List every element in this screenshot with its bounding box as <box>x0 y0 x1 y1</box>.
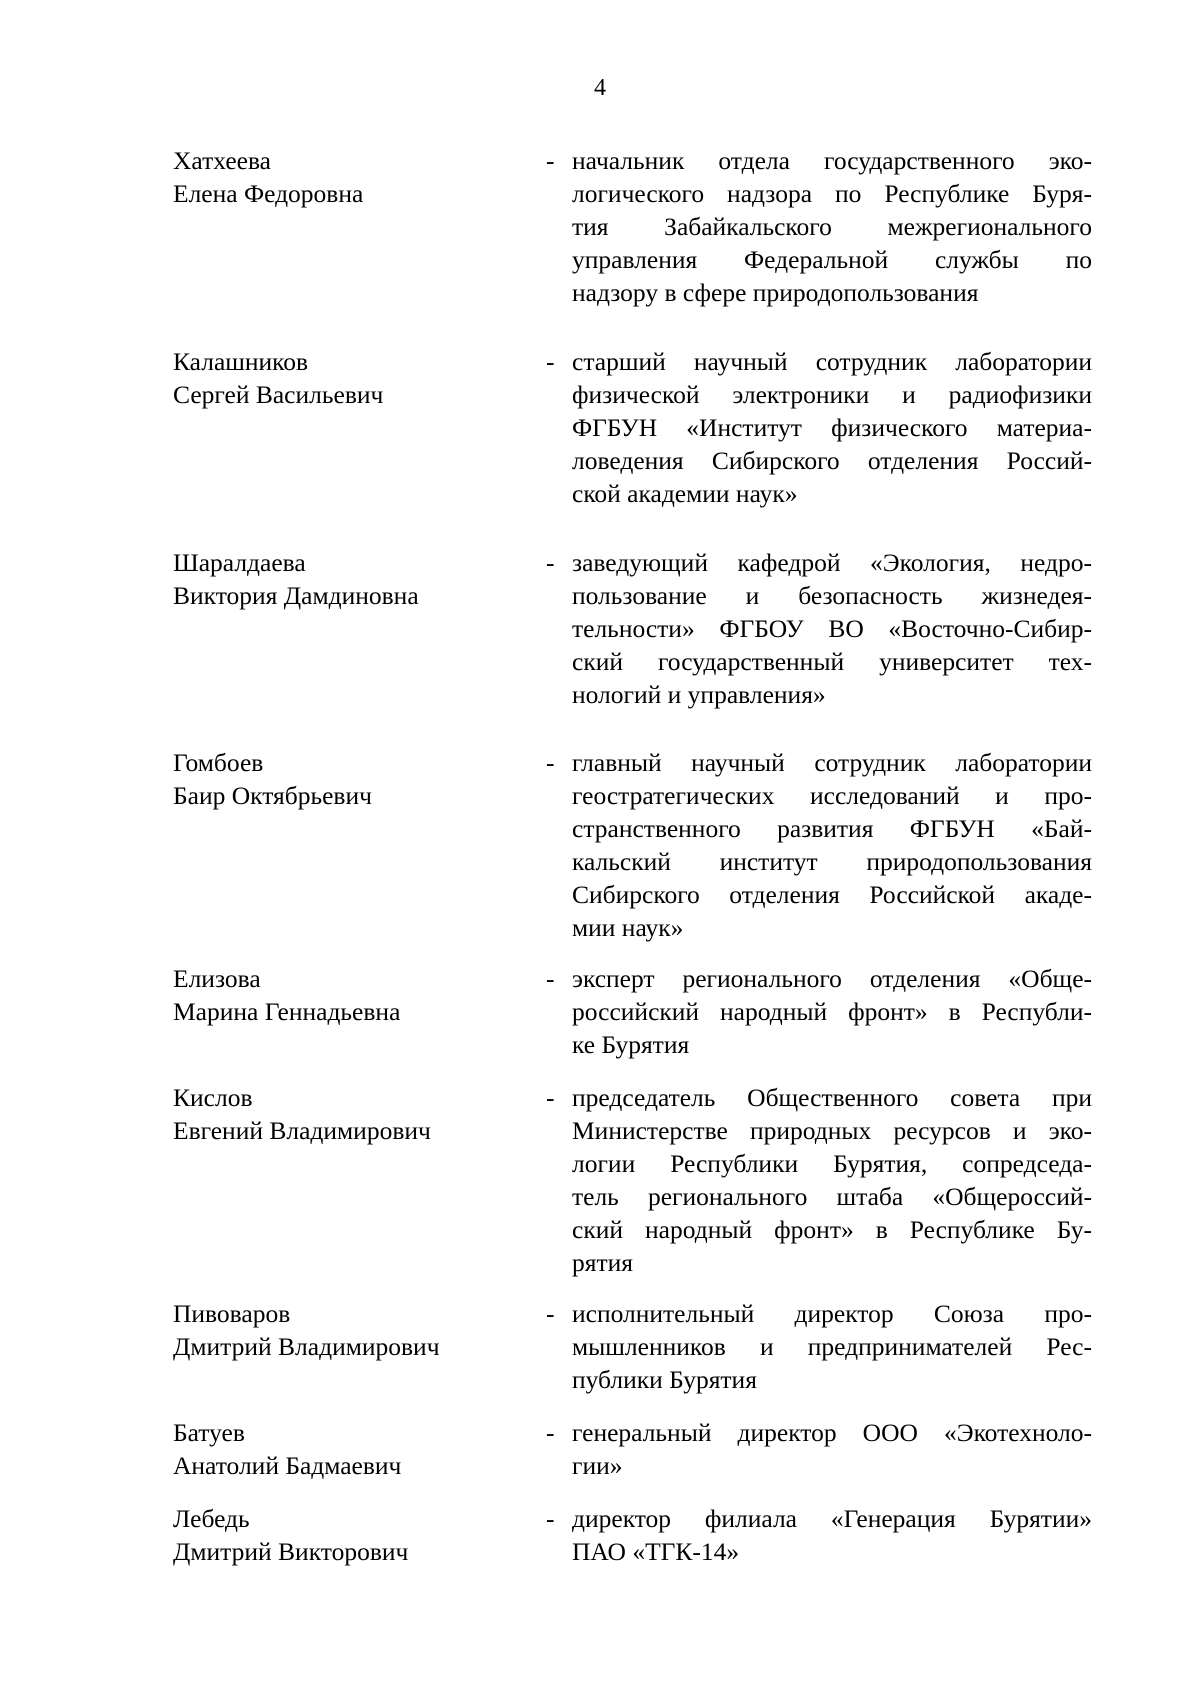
position-line: логического надзора по Республике Буря- <box>572 179 1092 208</box>
member-name <box>173 1502 533 1568</box>
member-position <box>572 546 1092 711</box>
position-line: тельности» ФГБОУ ВО «Восточно-Сибир- <box>572 614 1092 643</box>
position-line: мии наук» <box>572 913 684 942</box>
dash-separator: - <box>546 548 555 577</box>
member-name <box>173 1416 533 1482</box>
position-line: ФГБУН «Институт физического материа- <box>572 413 1092 442</box>
member-name <box>173 546 533 612</box>
position-line: тель регионального штаба «Общероссий- <box>572 1182 1092 1211</box>
member-given-name: Елена Федоровна <box>173 179 364 208</box>
member-given-name: Дмитрий Владимирович <box>173 1332 440 1361</box>
member-surname: Гомбоев <box>173 748 264 777</box>
member-given-name: Анатолий Бадмаевич <box>173 1451 402 1480</box>
member-position <box>572 1416 1092 1482</box>
position-line: гии» <box>572 1451 623 1480</box>
member-position <box>572 1502 1092 1568</box>
position-line: председатель Общественного совета при <box>572 1083 1092 1112</box>
member-surname: Батуев <box>173 1418 245 1447</box>
member-given-name: Виктория Дамдиновна <box>173 581 419 610</box>
position-line: ловедения Сибирского отделения Россий- <box>572 446 1092 475</box>
member-surname: Калашников <box>173 347 309 376</box>
member-position <box>572 1081 1092 1279</box>
dash-separator: - <box>546 146 555 175</box>
member-name <box>173 746 533 812</box>
member-given-name: Дмитрий Викторович <box>173 1537 409 1566</box>
position-line: мышленников и предпринимателей Рес- <box>572 1332 1092 1361</box>
member-surname: Шаралдаева <box>173 548 306 577</box>
dash-separator: - <box>546 964 555 993</box>
position-line: Сибирского отделения Российской акаде- <box>572 880 1092 909</box>
position-line: ПАО «ТГК-14» <box>572 1537 740 1566</box>
position-line: российский народный фронт» в Республи- <box>572 997 1092 1026</box>
position-line: рятия <box>572 1248 633 1277</box>
position-line: пользование и безопасность жизнедея- <box>572 581 1092 610</box>
position-line: генеральный директор ООО «Экотехноло- <box>572 1418 1092 1447</box>
member-surname: Елизова <box>173 964 261 993</box>
member-given-name: Евгений Владимирович <box>173 1116 431 1145</box>
position-line: тия Забайкальского межрегионального <box>572 212 1092 241</box>
position-line: кальский институт природопользования <box>572 847 1092 876</box>
member-name <box>173 1297 533 1363</box>
position-line: заведующий кафедрой «Экология, недро- <box>572 548 1092 577</box>
member-given-name: Марина Геннадьевна <box>173 997 401 1026</box>
position-line: нологий и управления» <box>572 680 826 709</box>
dash-separator: - <box>546 748 555 777</box>
position-line: исполнительный директор Союза про- <box>572 1299 1092 1328</box>
member-position <box>572 962 1092 1061</box>
dash-separator: - <box>546 1418 555 1447</box>
member-position <box>572 746 1092 944</box>
member-position <box>572 345 1092 510</box>
position-line: физической электроники и радиофизики <box>572 380 1092 409</box>
dash-separator: - <box>546 347 555 376</box>
position-line: публики Бурятия <box>572 1365 757 1394</box>
position-line: надзору в сфере природопользования <box>572 278 979 307</box>
dash-separator: - <box>546 1504 555 1533</box>
position-line: старший научный сотрудник лаборатории <box>572 347 1092 376</box>
member-surname: Лебедь <box>173 1504 250 1533</box>
dash-separator: - <box>546 1299 555 1328</box>
position-line: геостратегических исследований и про- <box>572 781 1092 810</box>
position-line: логии Республики Бурятия, сопредседа- <box>572 1149 1092 1178</box>
position-line: странственного развития ФГБУН «Бай- <box>572 814 1092 843</box>
member-name <box>173 144 533 210</box>
page-number: 4 <box>594 75 606 101</box>
member-given-name: Сергей Васильевич <box>173 380 384 409</box>
position-line: управления Федеральной службы по <box>572 245 1092 274</box>
position-line: эксперт регионального отделения «Обще- <box>572 964 1092 993</box>
member-surname: Хатхеева <box>173 146 271 175</box>
position-line: Министерстве природных ресурсов и эко- <box>572 1116 1092 1145</box>
position-line: ке Бурятия <box>572 1030 690 1059</box>
position-line: ский народный фронт» в Республике Бу- <box>572 1215 1092 1244</box>
member-position <box>572 1297 1092 1396</box>
member-name <box>173 345 533 411</box>
position-line: директор филиала «Генерация Бурятии» <box>572 1504 1092 1533</box>
position-line: главный научный сотрудник лаборатории <box>572 748 1092 777</box>
position-line: начальник отдела государственного эко- <box>572 146 1092 175</box>
position-line: ской академии наук» <box>572 479 798 508</box>
member-name <box>173 962 533 1028</box>
position-line: ский государственный университет тех- <box>572 647 1092 676</box>
dash-separator: - <box>546 1083 555 1112</box>
member-surname: Пивоваров <box>173 1299 291 1328</box>
member-position <box>572 144 1092 309</box>
member-surname: Кислов <box>173 1083 253 1112</box>
member-name <box>173 1081 533 1147</box>
member-given-name: Баир Октябрьевич <box>173 781 372 810</box>
